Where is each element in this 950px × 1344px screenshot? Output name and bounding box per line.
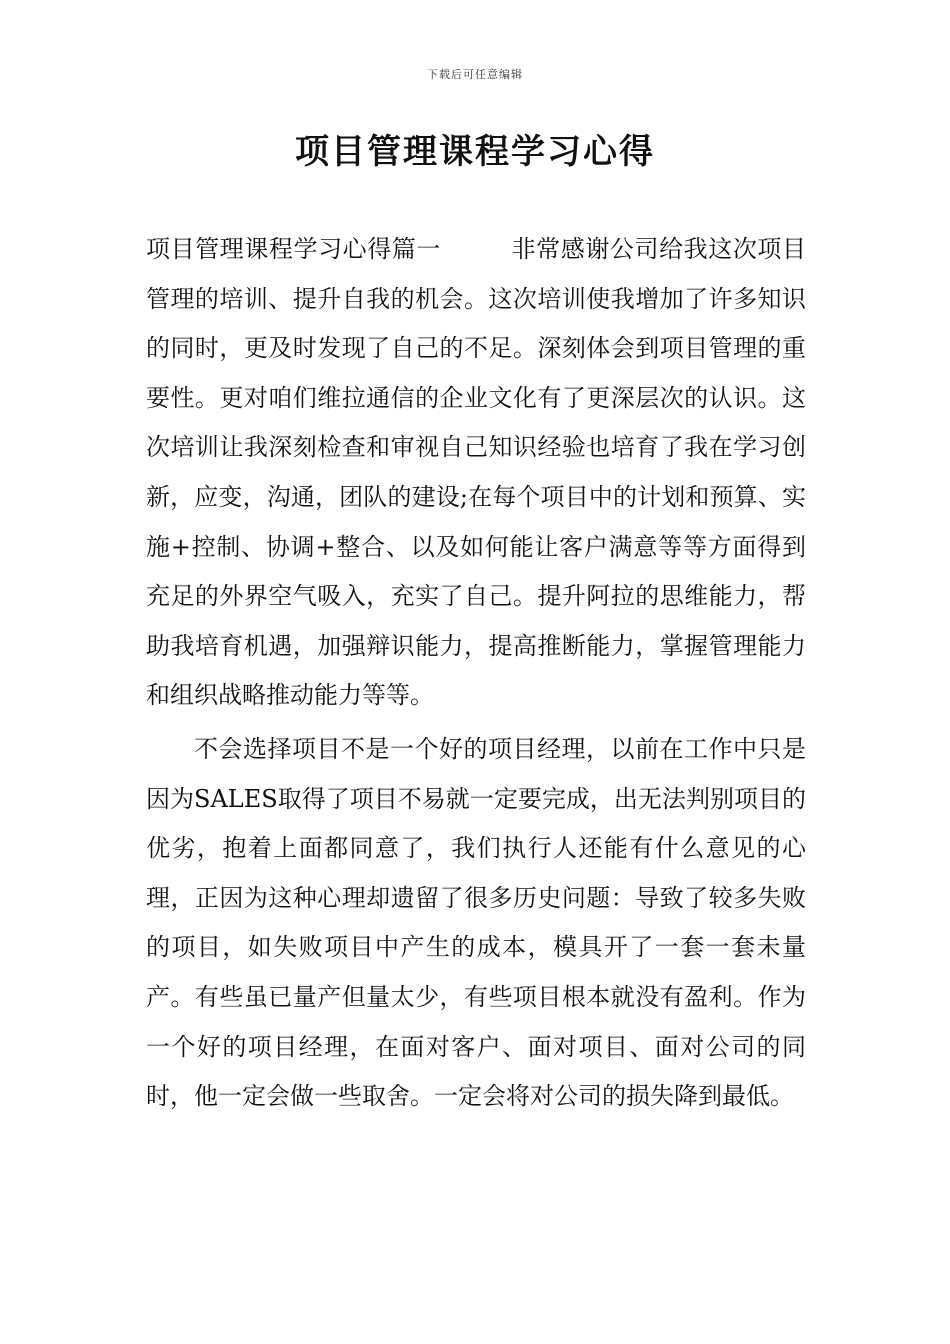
document-body xyxy=(146,225,806,1122)
paragraph-1 xyxy=(146,225,806,721)
paragraph-1-lead: 项目管理课程学习心得篇一 xyxy=(146,235,441,263)
document-title: 项目管理课程学习心得 xyxy=(295,132,655,172)
paragraph-2: 不会选择项目不是一个好的项目经理，以前在工作中只是因为SALES取得了项目不易就一定要完成，出无法判别项目的优劣，抱着上面都同意了，我们执行人还能有什么意见的心理，正因为这种心理却遗留了很多历史问题：导致了较多失败的项目，如失败项目中产生的成本，模具开了一套一套未量产。有些虽已量产但量太少，有些项目根本就没有盈利。作为一个好的项目经理，在面对客户、面对项目、面对公司的同时，他一定会做一些取舍。一定会将对公司的损失降到最低。 xyxy=(146,734,806,1111)
paragraph-1-body: 非常感谢公司给我这次项目管理的培训、提升自我的机会。这次培训使我增加了许多知识的同时，更及时发现了自己的不足。深刻体会到项目管理的重要性。更对咱们维拉通信的企业文化有了更深层次的认识。这次培训让我深刻检查和审视自己知识经验也培育了我在学习创新，应变，沟通，团队的建设;在每个项目中的计划和预算、实施+控制、协调+整合、以及如何能让客户满意等等方面得到充足的外界空气吸入，充实了自己。提升阿拉的思维能力，帮助我培育机遇，加强辩识能力，提高推断能力，掌握管理能力和组织战略推动能力等等。 xyxy=(146,235,806,710)
page-header-note: 下载后可任意编辑 xyxy=(427,68,523,81)
